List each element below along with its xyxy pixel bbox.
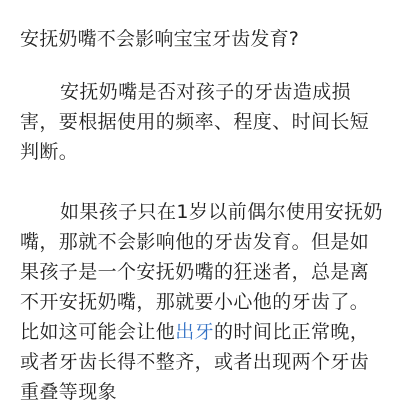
paragraph-1: [20, 77, 386, 167]
article-body: [20, 0, 386, 400]
article-title: 安抚奶嘴不会影响宝宝牙齿发育?: [20, 28, 300, 50]
line-5-text-before: 比如这可能会让他: [20, 321, 176, 343]
paragraph-2-line-6: 或者牙齿长得不整齐，或者出现两个牙齿: [20, 351, 370, 373]
paragraph-2: [20, 197, 386, 400]
paragraph-2-line-5: [20, 317, 386, 347]
paragraph-1-line-1: 安抚奶嘴是否对孩子的牙齿造成损: [60, 81, 352, 103]
paragraph-2-line-3: 果孩子是一个安抚奶嘴的狂迷者，总是离: [20, 261, 370, 283]
paragraph-1-line-3: 判断。: [20, 141, 79, 163]
paragraph-1-line-2: 害，要根据使用的频率、程度、时间长短: [20, 111, 370, 133]
paragraph-2-line-2: 嘴，那就不会影响他的牙齿发育。但是如: [20, 231, 370, 253]
keyword-link[interactable]: 出牙: [175, 321, 215, 343]
line-5-text-after: 的时间比正常晚，: [214, 321, 370, 343]
paragraph-2-line-4: 不开安抚奶嘴，那就要小心他的牙齿了。: [20, 291, 370, 313]
paragraph-2-line-7: 重叠等现象: [20, 381, 118, 400]
paragraph-2-line-1: 如果孩子只在1岁以前偶尔使用安抚奶: [60, 201, 383, 223]
